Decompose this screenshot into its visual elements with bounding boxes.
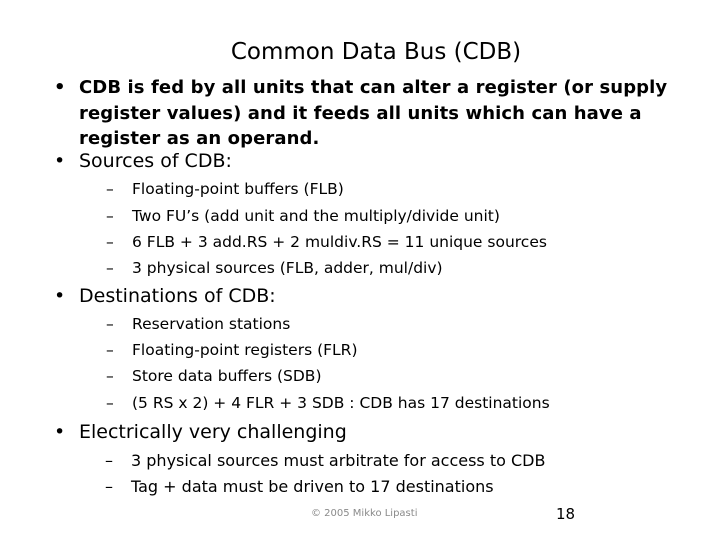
sub-item-text: Two FU’s (add unit and the multiply/divide unit) [132,207,500,225]
bullet-sources-of-cdb [54,149,679,174]
dash-marker: – [105,451,113,470]
sub-item-source [106,232,547,252]
dash-marker: – [106,180,114,198]
sub-item-text: 3 physical sources (FLB, adder, mul/div) [132,259,443,277]
page-number: 18 [556,505,576,523]
sub-item-destination [106,393,550,413]
sub-item-source [106,206,500,226]
footer-copyright: © 2005 Mikko Lipasti [311,508,418,519]
bullet-marker: • [54,77,66,98]
bullet-destinations-of-cdb [54,284,679,309]
sub-item-text: Reservation stations [132,315,291,333]
sub-item-text: Store data buffers (SDB) [132,367,322,385]
sub-item-destination [106,314,291,334]
dash-marker: – [106,341,114,359]
sub-item-destination [106,366,322,386]
bullet-marker: • [54,150,66,172]
dash-marker: – [106,259,114,277]
sub-item-source [106,258,443,278]
dash-marker: – [106,315,114,333]
dash-marker: – [106,394,114,412]
sub-item-text: (5 RS x 2) + 4 FLR + 3 SDB : CDB has 17 destinations [132,394,550,412]
dash-marker: – [106,207,114,225]
slide-title: Common Data Bus (CDB) [230,39,522,65]
sub-item-text: Tag + data must be driven to 17 destinations [131,477,494,496]
dash-marker: – [105,477,113,496]
sub-item-text: 3 physical sources must arbitrate for access to CDB [131,451,546,470]
sub-item-text: Floating-point buffers (FLB) [132,180,344,198]
sub-item-destination [106,340,358,360]
sub-item-source [106,179,344,199]
bullet-text: Sources of CDB: [79,150,232,172]
bullet-marker: • [54,421,66,443]
sub-item-text: 6 FLB + 3 add.RS + 2 muldiv.RS = 11 unique sources [132,233,547,251]
sub-item-challenge [105,451,546,471]
sub-item-challenge [105,477,494,497]
bullet-marker: • [54,285,66,307]
bullet-text: Electrically very challenging [79,421,347,443]
bullet-electrically-challenging [54,420,679,445]
dash-marker: – [106,367,114,385]
dash-marker: – [106,233,114,251]
sub-item-text: Floating-point registers (FLR) [132,341,358,359]
bullet-text: Destinations of CDB: [79,285,276,307]
bullet-text: CDB is fed by all units that can alter a register (or supply register values) and it feeds all units which can have a register as an operand. [79,77,668,149]
bullet-cdb-description [54,75,679,152]
